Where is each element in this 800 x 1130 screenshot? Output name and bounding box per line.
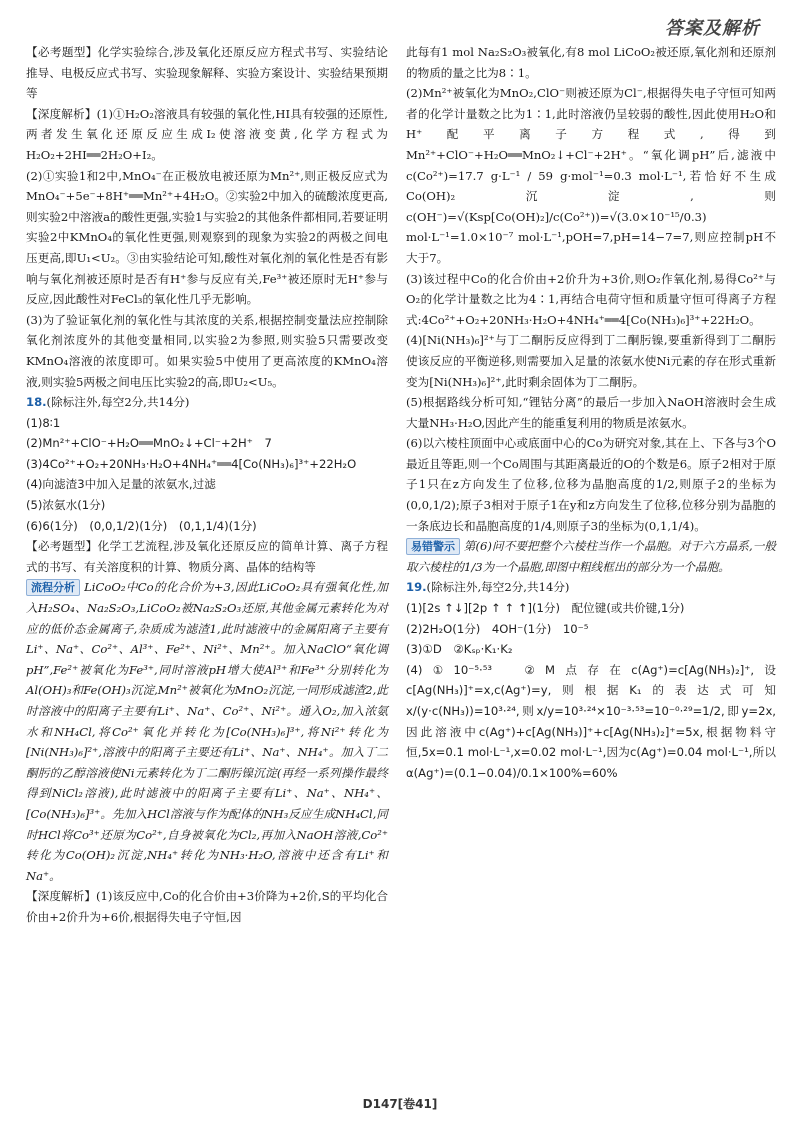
question-scoring: (除标注外,每空2分,共14分): [426, 580, 570, 595]
flow-analysis-badge: 流程分析: [26, 579, 80, 596]
warning-badge: 易错警示: [406, 538, 460, 555]
answer-line: (4)向滤渣3中加入足量的浓氨水,过滤: [26, 477, 216, 492]
right-column: [406, 42, 776, 783]
warning-paragraph: [406, 536, 776, 577]
answer-line: (1)[2s ↑↓][2p ↑ ↑ ↑](1分) 配位键(或共价键,1分): [406, 601, 685, 616]
answer-line: (2)Mn²⁺+ClO⁻+H₂O══MnO₂↓+Cl⁻+2H⁺ 7: [26, 436, 272, 451]
question-number: 18.: [26, 395, 47, 410]
answer-line: (2)2H₂O(1分) 4OH⁻(1分) 10⁻⁵: [406, 621, 589, 636]
analysis-paragraph: 此每有1 mol Na₂S₂O₃被氧化,有8 mol LiCoO₂被还原,氧化剂和还原剂的物质的量之比为8∶1。: [406, 45, 776, 80]
analysis-paragraph: (2)①实验1和2中,MnO₄⁻在正极放电被还原为Mn²⁺,则正极反应式为MnO₄⁻+5e⁻+8H⁺══Mn²⁺+4H₂O。②实验2中加入的硫酸浓度更高,则实验2中溶液a的酸性更强,实验1与实验2的其他条件都相同,若要证明实验2中KMnO₄的氧化性更强,则观察到的现象为实验2的两极之间电压更高,即U₁<U₂。③由实验结论可知,酸性对氧化剂的氧化性是否有影响与氧化剂被还原时是否有H⁺参与反应有关,Fe³⁺被还原时无H⁺参与反应,因此酸性对FeCl₃的氧化性几乎无影响。: [26, 168, 388, 307]
question-number: 19.: [406, 580, 427, 595]
analysis-paragraph: (2)Mn²⁺被氧化为MnO₂,ClO⁻则被还原为Cl⁻,根据得失电子守恒可知两者的化学计量数之比为1∶1,此时溶液仍呈较弱的酸性,因此使用H₂O和H⁺配平离子方程式,得到Mn²⁺+ClO⁻+H₂O══MnO₂↓+Cl⁻+2H⁺。“氧化调pH”后,滤液中c(Co²⁺)=17.7 g·L⁻¹ / 59 g·mol⁻¹=0.3 mol·L⁻¹,若恰好不生成Co(OH)₂沉淀,则c(OH⁻)=√(Ksp[Co(OH)₂]/c(Co²⁺))=√(3.0×10⁻¹⁵/0.3) mol·L⁻¹=1.0×10⁻⁷ mol·L⁻¹,pOH=7,pH=14−7=7,则应控制pH不大于7。: [406, 86, 776, 265]
question-scoring: (除标注外,每空2分,共14分): [46, 395, 190, 410]
answer-line: (3)4Co²⁺+O₂+20NH₃·H₂O+4NH₄⁺══4[Co(NH₃)₆]³⁺+22H₂O: [26, 456, 357, 471]
answer-line: (5)浓氨水(1分): [26, 498, 106, 513]
exam-type-paragraph: 【必考题型】化学工艺流程,涉及氧化还原反应的简单计算、离子方程式的书写、有关溶度积的计算、物质分离、晶体的结构等: [26, 539, 388, 574]
page-number: D147[卷41]: [362, 1097, 438, 1111]
exam-type-paragraph: 【必考题型】化学实验综合,涉及氧化还原反应方程式书写、实验结论推导、电极反应式书写、实验现象解释、实验方案设计、实验结果预期等: [26, 45, 388, 101]
answer-line: (6)6(1分) (0,0,1/2)(1分) (0,1,1/4)(1分): [26, 518, 257, 533]
analysis-paragraph: (3)为了验证氧化剂的氧化性与其浓度的关系,根据控制变量法应控制除氧化剂浓度外的其他变量相同,以实验2为参照,则实验5只需要改变KMnO₄溶液的浓度即可。如果实验5中使用了更高浓度的KMnO₄溶液,则实验5两极之间电压比实验2的高,即U₂<U₅。: [26, 312, 388, 389]
warning-text: 第(6)问不要把整个六棱柱当作一个晶胞。对于六方晶系,一般取六棱柱的1/3为一个晶胞,即图中粗线框出的部分为一个晶胞。: [406, 539, 776, 574]
answer-line: (4)①10⁻⁵·⁵³ ②M点存在c(Ag⁺)=c[Ag(NH₃)₂]⁺,设c[Ag(NH₃)]⁺=x,c(Ag⁺)=y,则根据K₁的表达式可知x/(y·c(NH₃))=10³·²⁴,则x/y=10³·²⁴×10⁻³·⁵³=10⁻⁰·²⁹=1/2,即y=2x,因此溶液中c(Ag⁺)+c[Ag(NH₃)]⁺+c[Ag(NH₃)₂]⁺=5x,根据物料守恒,5x=0.1 mol·L⁻¹,x=0.02 mol·L⁻¹,因为c(Ag⁺)=0.04 mol·L⁻¹,所以α(Ag⁺)=(0.1−0.04)/0.1×100%=60%: [406, 662, 776, 780]
question-18-header: [26, 392, 388, 413]
page-header-title: 答案及解析: [665, 18, 760, 39]
analysis-paragraph: (5)根据路线分析可知,“锂钴分离”的最后一步加入NaOH溶液时会生成大量NH₃·H₂O,因此产生的能重复利用的物质是浓氨水。: [406, 395, 776, 430]
answer-line: (3)①D ②Kₛₚ·K₁·K₂: [406, 642, 513, 657]
analysis-paragraph: 【深度解析】(1)该反应中,Co的化合价由+3价降为+2价,S的平均化合价由+2价升为+6价,根据得失电子守恒,因: [26, 889, 388, 924]
analysis-paragraph: 【深度解析】(1)①H₂O₂溶液具有较强的氧化性,HI具有较强的还原性,两者发生氧化还原反应生成I₂使溶液变黄,化学方程式为H₂O₂+2HI══2H₂O+I₂。: [26, 106, 388, 162]
question-19-header: [406, 577, 776, 598]
flow-analysis-paragraph: [26, 577, 388, 886]
left-column: [26, 42, 388, 928]
analysis-paragraph: (6)以六棱柱顶面中心或底面中心的Co为研究对象,其在上、下各与3个O最近且等距,则一个Co周围与其距离最近的O的个数是6。原子2相对于原子1只在z方向发生了位移,位移为晶胞高度的1/2,则原子2的坐标为(0,0,1/2);原子3相对于原子1在y和z方向发生了位移,位移分别为晶胞的一条底边长和晶胞高度的1/4,则原子3的坐标为(0,1,1/4)。: [406, 436, 776, 533]
flow-analysis-text: LiCoO₂中Co的化合价为+3,因此LiCoO₂具有强氧化性,加入H₂SO₄、Na₂S₂O₃,LiCoO₂被Na₂S₂O₃还原,其他金属元素转化为对应的低价态金属离子,杂质成为滤渣1,此时滤液中的金属阳离子主要有Li⁺、Na⁺、Co²⁺、Al³⁺、Fe²⁺、Ni²⁺、Mn²⁺。加入NaClO“氧化调pH”,Fe²⁺被氧化为Fe³⁺,同时溶液pH增大使Al³⁺和Fe³⁺分别转化为Al(OH)₃和Fe(OH)₃沉淀,Mn²⁺被氧化为MnO₂沉淀,一同形成滤渣2,此时溶液中的阳离子主要有Li⁺、Na⁺、Co²⁺、Ni²⁺。通入O₂,加入浓氨水和NH₄Cl,将Co²⁺氧化并转化为[Co(NH₃)₆]³⁺,将Ni²⁺转化为[Ni(NH₃)₆]²⁺,溶液中的阳离子主要还有Li⁺、Na⁺、NH₄⁺。加入丁二酮肟的乙醇溶液使Ni元素转化为丁二酮肟镍沉淀(再经一系列操作最终得到NiCl₂溶液),此时滤液中的阳离子主要有Li⁺、Na⁺、NH₄⁺、[Co(NH₃)₆]³⁺。先加入HCl溶液与作为配体的NH₃反应生成NH₄Cl,同时HCl将Co³⁺还原为Co²⁺,自身被氧化为Cl₂,再加入NaOH溶液,Co²⁺转化为Co(OH)₂沉淀,NH₄⁺转化为NH₃·H₂O,溶液中还含有Li⁺和Na⁺。: [26, 580, 389, 883]
answer-line: (1)8∶1: [26, 415, 61, 430]
analysis-paragraph: (4)[Ni(NH₃)₆]²⁺与丁二酮肟反应得到丁二酮肟镍,要重新得到丁二酮肟使该反应的平衡逆移,则需要加入足量的浓氨水使Ni元素的存在形式重新变为[Ni(NH₃)₆]²⁺,此时剩余固体为丁二酮肟。: [406, 333, 776, 389]
analysis-paragraph: (3)该过程中Co的化合价由+2价升为+3价,则O₂作氧化剂,易得Co²⁺与O₂的化学计量数之比为4∶1,再结合电荷守恒和质量守恒可得离子方程式:4Co²⁺+O₂+20NH₃·H₂O+4NH₄⁺══4[Co(NH₃)₆]³⁺+22H₂O。: [406, 271, 776, 327]
